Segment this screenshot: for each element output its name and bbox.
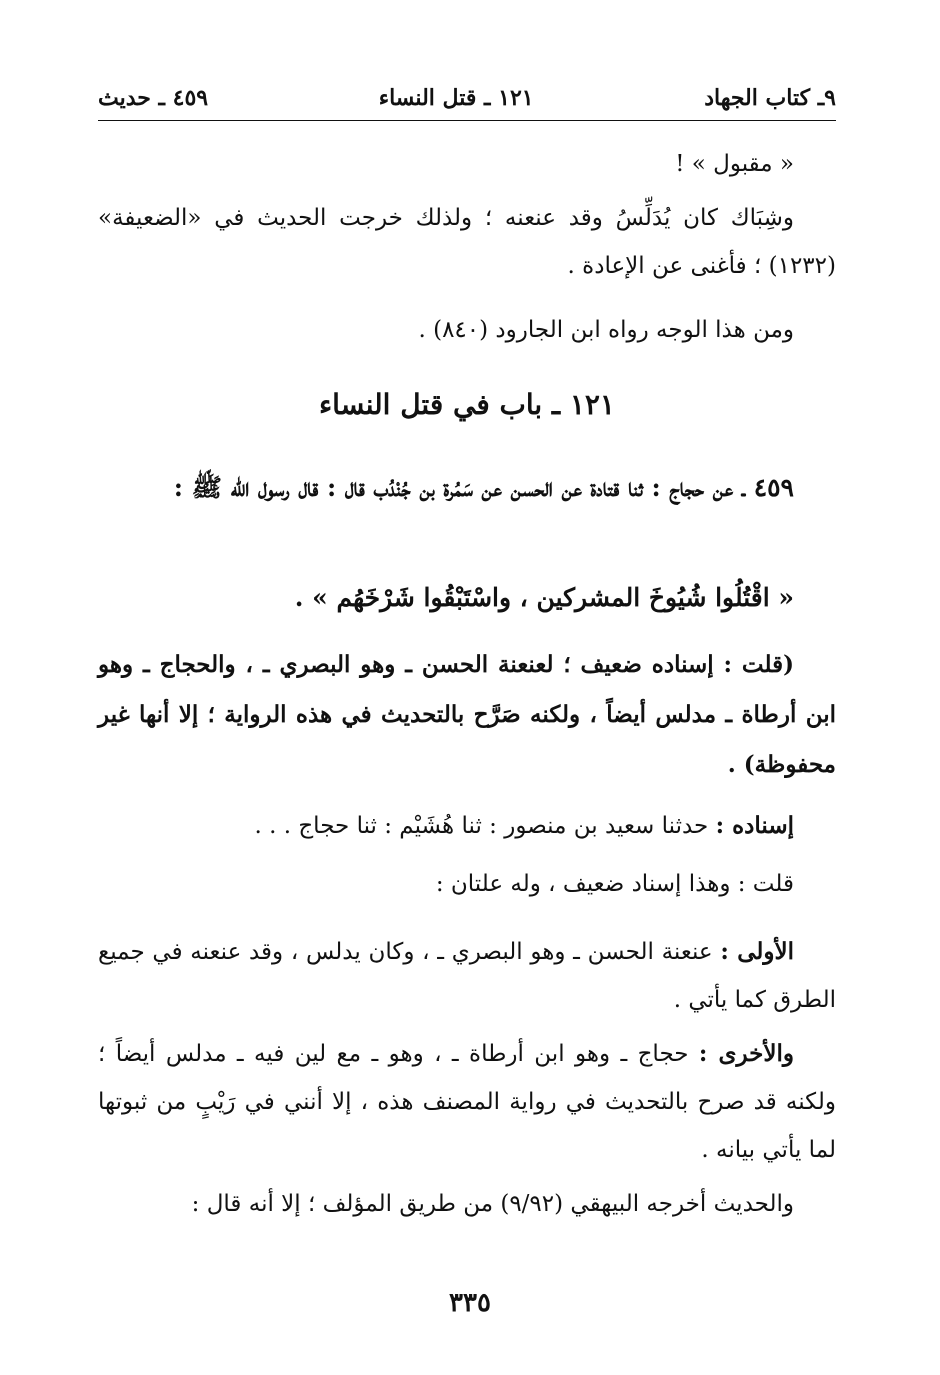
hadith-459-isnad: ٤٥٩ ـ عن حجاج : ثنا قتادة عن الحسن عن سَمُرة بن جُنْدُب قال : قال رسول الله ﷺ : <box>173 473 794 502</box>
takhrij-summary: (قلت : إسناده ضعيف ؛ لعنعنة الحسن ـ وهو البصري ـ ، والحجاج ـ وهو ابن أرطاة ـ مدلس أيضاً ، ولكنه صَرَّح بالتحديث في هذه الرواية ؛ إلا أنها غير محفوظة) . <box>98 651 836 778</box>
paragraph-maqbool <box>98 140 836 188</box>
isnad-text: حدثنا سعيد بن منصور : ثنا هُشَيْم : ثنا حجاج . . . <box>254 813 709 839</box>
first-defect-label: الأولى : <box>720 938 795 965</box>
running-header <box>98 80 836 116</box>
paragraph-isnad <box>98 802 836 850</box>
second-defect-text: حجاج ـ وهو ابن أرطاة ـ ، وهو ـ مع لين فيه ـ مدلس أيضاً ؛ ولكنه قد صرح بالتحديث في رواية المصنف هذه ، إلا أنني في رَيْبٍ من ثبوتها لما يأتي بيانه . <box>98 1041 836 1163</box>
first-defect-text: عنعنة الحسن ـ وهو البصري ـ ، وكان يدلس ، وقد عنعنه في جميع الطرق كما يأتي . <box>98 939 836 1013</box>
page-number: ٣٣٥ <box>449 1288 491 1318</box>
isnad-label: إسناده : <box>715 812 794 839</box>
second-defect-label: والأخرى : <box>698 1040 795 1067</box>
header-chapter: ٩ـ كتاب الجهاد <box>704 85 836 111</box>
paragraph-bayhaqi: والحديث أخرجه البيهقي (٩/٩٢) من طريق المؤلف ؛ إلا أنه قال : <box>191 1191 794 1217</box>
paragraph-shibak: وشِبَاك كان يُدَلِّسُ وقد عنعنه ؛ ولذلك خرجت الحديث في «الضعيفة» (١٢٣٢) ؛ فأغنى عن الإعادة . <box>98 205 836 279</box>
header-hadith-number: ٤٥٩ ـ حديث <box>98 85 209 111</box>
paragraph-first-defect <box>98 928 836 1024</box>
hadith-459-matn: « اقْتُلُوا شُيُوخَ المشركين ، واسْتَبْقُوا شَرْخَهُم » . <box>294 583 794 612</box>
paragraph-second-defect <box>98 1030 836 1174</box>
paragraph-ibn-jarud: ومن هذا الوجه رواه ابن الجارود (٨٤٠) . <box>418 317 794 343</box>
paragraph-two-defects: قلت : وهذا إسناد ضعيف ، وله علتان : <box>435 871 794 897</box>
paragraph-text: « مقبول » ! <box>675 151 794 177</box>
chapter-heading: ١٢١ ـ باب في قتل النساء <box>319 388 615 421</box>
header-rule <box>98 120 836 121</box>
header-section: ١٢١ ـ قتل النساء <box>378 85 534 111</box>
